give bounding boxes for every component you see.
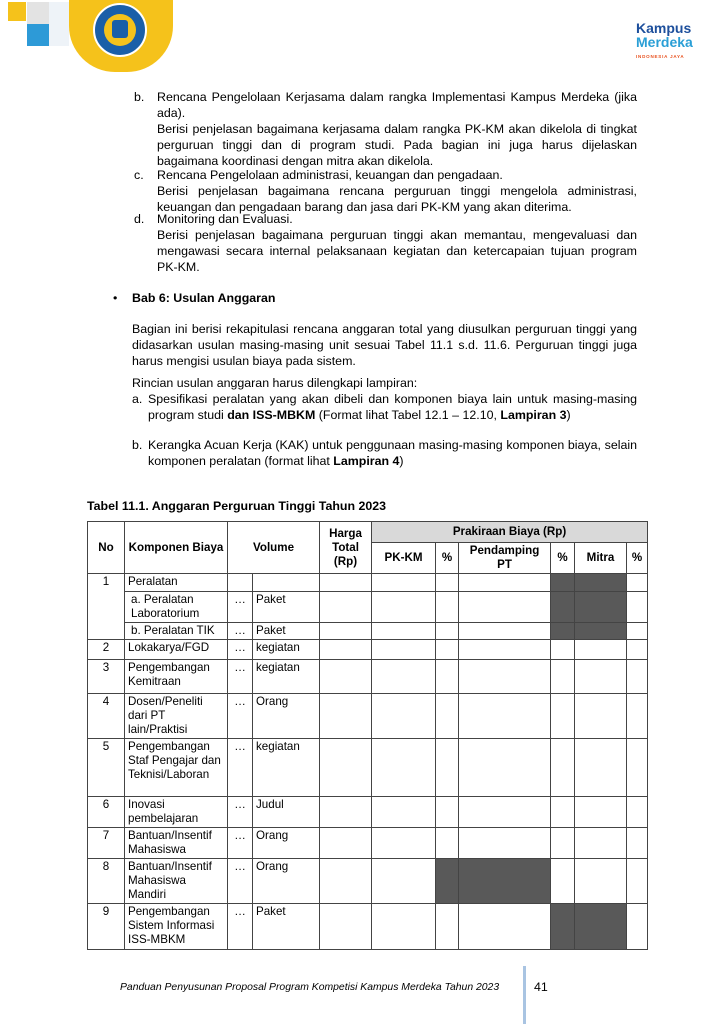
- cell-pct-3: [627, 640, 648, 660]
- cell-pct-2: [551, 640, 575, 660]
- table-row: [88, 592, 648, 623]
- cell-komponen: Bantuan/Insentif Mahasiswa: [125, 828, 228, 859]
- cell-volume-unit: kegiatan: [253, 660, 320, 694]
- list-item-d-title: Monitoring dan Evaluasi.: [157, 212, 293, 226]
- cell-pct-3: [627, 904, 648, 950]
- cell-volume-unit: Orang: [253, 859, 320, 904]
- cell-komponen: Pengembangan Sistem Informasi ISS-MBKM: [125, 904, 228, 950]
- cell-pkkm: [372, 739, 436, 797]
- cell-pct-1: [436, 828, 459, 859]
- cell-no: 4: [88, 694, 125, 739]
- cell-volume-unit: kegiatan: [253, 640, 320, 660]
- cell-pendamping: [459, 640, 551, 660]
- cell-pkkm: [372, 623, 436, 640]
- budget-table: [87, 521, 648, 950]
- bab6-item-b-text-1: Kerangka Acuan Kerja (KAK) untuk penggunaan masing-masing komponen biaya, selain komponen peralatan (format lihat: [148, 438, 637, 468]
- bab6-item-b-bold: Lampiran 4: [333, 454, 400, 468]
- cell-pkkm: [372, 694, 436, 739]
- cell-pendamping: [459, 828, 551, 859]
- cell-komponen: Dosen/Peneliti dari PT lain/Praktisi: [125, 694, 228, 739]
- cell-no: 1: [88, 574, 125, 640]
- table-row: [88, 859, 648, 904]
- cell-pct-1: [436, 592, 459, 623]
- cell-volume-dots: …: [228, 660, 253, 694]
- cell-komponen: b. Peralatan TIK: [125, 623, 228, 640]
- cell-mitra: [575, 904, 627, 950]
- bab6-item-a-text-2: (Format lihat Tabel 12.1 – 12.10,: [315, 408, 501, 422]
- cell-pct-1: [436, 739, 459, 797]
- cell-mitra: [575, 694, 627, 739]
- cell-pct-2: [551, 828, 575, 859]
- cell-pkkm: [372, 660, 436, 694]
- cell-pkkm: [372, 592, 436, 623]
- cell-volume-unit: Orang: [253, 828, 320, 859]
- cell-pct-1: [436, 859, 459, 904]
- cell-pct-1: [436, 623, 459, 640]
- list-item-c-title: Rencana Pengelolaan administrasi, keuangan dan pengadaan.: [157, 168, 503, 182]
- cell-volume-dots: …: [228, 623, 253, 640]
- cell-pkkm: [372, 574, 436, 592]
- header-square-blue: [27, 24, 49, 46]
- cell-pct-2: [551, 623, 575, 640]
- cell-pct-3: [627, 859, 648, 904]
- cell-pendamping: [459, 797, 551, 828]
- cell-harga: [320, 797, 372, 828]
- header-square-gold: [8, 2, 26, 21]
- cell-harga: [320, 640, 372, 660]
- list-item-d: [157, 211, 637, 275]
- cell-komponen: Inovasi pembelajaran: [125, 797, 228, 828]
- cell-volume-unit: Paket: [253, 592, 320, 623]
- cell-harga: [320, 859, 372, 904]
- cell-pendamping: [459, 592, 551, 623]
- cell-volume-unit: Paket: [253, 623, 320, 640]
- list-item-c-marker: c.: [134, 168, 144, 182]
- kemdikbud-logo: [93, 3, 147, 57]
- bab6-item-a-text-3: ): [566, 408, 571, 422]
- header-square-grey: [27, 2, 49, 24]
- cell-pendamping: [459, 904, 551, 950]
- cell-volume-unit: kegiatan: [253, 739, 320, 797]
- cell-no: 3: [88, 660, 125, 694]
- cell-mitra: [575, 859, 627, 904]
- cell-pkkm: [372, 640, 436, 660]
- cell-volume-unit: Paket: [253, 904, 320, 950]
- cell-pkkm: [372, 797, 436, 828]
- bab6-item-b: [148, 437, 637, 469]
- cell-pct-3: [627, 694, 648, 739]
- cell-volume-dots: …: [228, 797, 253, 828]
- cell-pendamping: [459, 623, 551, 640]
- cell-harga: [320, 574, 372, 592]
- bab6-item-a-bold-2: Lampiran 3: [500, 408, 567, 422]
- bab6-item-a-marker: a.: [132, 392, 143, 406]
- cell-volume-dots: [228, 574, 253, 592]
- cell-pct-2: [551, 660, 575, 694]
- cell-no: 7: [88, 828, 125, 859]
- cell-pct-3: [627, 574, 648, 592]
- cell-pendamping: [459, 694, 551, 739]
- cell-komponen: a. Peralatan Laboratorium: [125, 592, 228, 623]
- list-item-c-body: Berisi penjelasan bagaimana rencana perguruan tinggi mengelola administrasi, keuangan dan pengadaan barang dan jasa dari PK-KM yang akan diterima.: [157, 184, 637, 214]
- list-item-c: [157, 167, 637, 215]
- bab6-heading: Bab 6: Usulan Anggaran: [132, 291, 276, 305]
- cell-pct-1: [436, 694, 459, 739]
- table-row: [88, 739, 648, 797]
- cell-volume-dots: …: [228, 904, 253, 950]
- table-row: [88, 623, 648, 640]
- cell-harga: [320, 623, 372, 640]
- brand-line-1: Kampus: [636, 20, 692, 36]
- header-harga: Harga Total (Rp): [320, 522, 372, 574]
- table-row: [88, 640, 648, 660]
- cell-pct-1: [436, 574, 459, 592]
- table-row: [88, 660, 648, 694]
- list-item-b-body: Berisi penjelasan bagaimana kerjasama dalam rangka PK-KM akan dikelola di tingkat perguruan tinggi dan di program studi. Pada bagian ini juga harus dijelaskan bagaimana koordinasi dengan mitra akan dikelola.: [157, 122, 637, 168]
- cell-no: 5: [88, 739, 125, 797]
- cell-mitra: [575, 574, 627, 592]
- table-header-row-1: [88, 522, 648, 543]
- bab6-item-a-bold-1: dan ISS-MBKM: [227, 408, 316, 422]
- brand-line-3: INDONESIA JAYA: [636, 54, 685, 59]
- cell-mitra: [575, 797, 627, 828]
- header-komponen: Komponen Biaya: [125, 522, 228, 574]
- cell-no: 2: [88, 640, 125, 660]
- cell-volume-unit: Orang: [253, 694, 320, 739]
- cell-volume-dots: …: [228, 592, 253, 623]
- cell-harga: [320, 660, 372, 694]
- cell-volume-unit: [253, 574, 320, 592]
- table-caption: Tabel 11.1. Anggaran Perguruan Tinggi Tahun 2023: [87, 499, 387, 513]
- cell-komponen: Peralatan: [125, 574, 228, 592]
- header-no: No: [88, 522, 125, 574]
- cell-pct-2: [551, 592, 575, 623]
- list-item-b: [157, 89, 637, 169]
- list-item-d-marker: d.: [134, 212, 145, 226]
- header-logo-panel: [69, 0, 173, 72]
- cell-volume-dots: …: [228, 828, 253, 859]
- cell-pct-2: [551, 797, 575, 828]
- table-row: [88, 574, 648, 592]
- cell-komponen: Pengembangan Staf Pengajar dan Teknisi/Laboran: [125, 739, 228, 797]
- cell-no: 9: [88, 904, 125, 950]
- header-pct-3: %: [627, 543, 648, 574]
- cell-pkkm: [372, 859, 436, 904]
- header-mitra: Mitra: [575, 543, 627, 574]
- bab6-paragraph-1: Bagian ini berisi rekapitulasi rencana anggaran total yang diusulkan perguruan tinggi yang didasarkan usulan masing-masing unit sesuai Tabel 11.1 s.d. 11.6. Perguruan tinggi juga harus mengisi usulan biaya pada sistem.: [132, 322, 637, 368]
- cell-pct-3: [627, 797, 648, 828]
- cell-harga: [320, 904, 372, 950]
- kampus-merdeka-logo: [636, 21, 700, 64]
- cell-komponen: Lokakarya/FGD: [125, 640, 228, 660]
- cell-volume-dots: …: [228, 739, 253, 797]
- bab6-paragraph-2: Rincian usulan anggaran harus dilengkapi lampiran:: [132, 376, 418, 390]
- list-item-d-body: Berisi penjelasan bagaimana perguruan tinggi akan memantau, mengevaluasi dan mengawasi secara internal pelaksanaan kegiatan dan ketercapaian tujuan program PK-KM.: [157, 228, 637, 274]
- cell-pendamping: [459, 660, 551, 694]
- page-number: 41: [534, 980, 548, 994]
- cell-mitra: [575, 623, 627, 640]
- footer-text: Panduan Penyusunan Proposal Program Kompetisi Kampus Merdeka Tahun 2023: [120, 982, 500, 993]
- cell-no: 8: [88, 859, 125, 904]
- cell-volume-dots: …: [228, 640, 253, 660]
- list-item-b-marker: b.: [134, 90, 145, 104]
- list-item-b-title: Rencana Pengelolaan Kerjasama dalam rangka Implementasi Kampus Merdeka (jika ada).: [157, 90, 637, 120]
- cell-harga: [320, 592, 372, 623]
- table-row: [88, 904, 648, 950]
- cell-pct-2: [551, 694, 575, 739]
- cell-pct-3: [627, 623, 648, 640]
- cell-mitra: [575, 660, 627, 694]
- cell-pct-1: [436, 640, 459, 660]
- cell-harga: [320, 739, 372, 797]
- cell-pct-3: [627, 828, 648, 859]
- table-row: [88, 828, 648, 859]
- cell-pct-3: [627, 592, 648, 623]
- cell-komponen: Bantuan/Insentif Mahasiswa Mandiri: [125, 859, 228, 904]
- bab6-item-a-text-1: Spesifikasi peralatan yang akan dibeli dan komponen biaya lain untuk masing-masing program studi: [148, 392, 637, 422]
- cell-pct-2: [551, 574, 575, 592]
- table-row: [88, 797, 648, 828]
- cell-pct-3: [627, 739, 648, 797]
- brand-line-2: Merdeka: [636, 34, 693, 50]
- cell-volume-dots: …: [228, 859, 253, 904]
- header-pendamping: Pendamping PT: [459, 543, 551, 574]
- cell-pct-1: [436, 660, 459, 694]
- cell-komponen: Pengembangan Kemitraan: [125, 660, 228, 694]
- header-pct-1: %: [436, 543, 459, 574]
- footer-divider: [523, 966, 526, 1024]
- cell-harga: [320, 828, 372, 859]
- header-square-light: [49, 2, 69, 46]
- cell-pendamping: [459, 859, 551, 904]
- bab6-item-b-marker: b.: [132, 438, 143, 452]
- cell-pendamping: [459, 574, 551, 592]
- cell-harga: [320, 694, 372, 739]
- cell-mitra: [575, 592, 627, 623]
- cell-pct-3: [627, 660, 648, 694]
- cell-pct-2: [551, 739, 575, 797]
- header-prakiraan: Prakiraan Biaya (Rp): [372, 522, 648, 543]
- cell-pkkm: [372, 828, 436, 859]
- cell-volume-unit: Judul: [253, 797, 320, 828]
- bab6-item-b-text-2: ): [399, 454, 404, 468]
- cell-no: 6: [88, 797, 125, 828]
- table-row: [88, 694, 648, 739]
- cell-pct-2: [551, 904, 575, 950]
- bab6-bullet: •: [113, 291, 118, 305]
- cell-mitra: [575, 828, 627, 859]
- header-pkkm: PK-KM: [372, 543, 436, 574]
- cell-volume-dots: …: [228, 694, 253, 739]
- cell-mitra: [575, 739, 627, 797]
- cell-pct-1: [436, 904, 459, 950]
- header-volume: Volume: [228, 522, 320, 574]
- bab6-item-a: [148, 391, 637, 423]
- cell-pkkm: [372, 904, 436, 950]
- cell-pct-2: [551, 859, 575, 904]
- cell-pendamping: [459, 739, 551, 797]
- cell-pct-1: [436, 797, 459, 828]
- cell-mitra: [575, 640, 627, 660]
- header-pct-2: %: [551, 543, 575, 574]
